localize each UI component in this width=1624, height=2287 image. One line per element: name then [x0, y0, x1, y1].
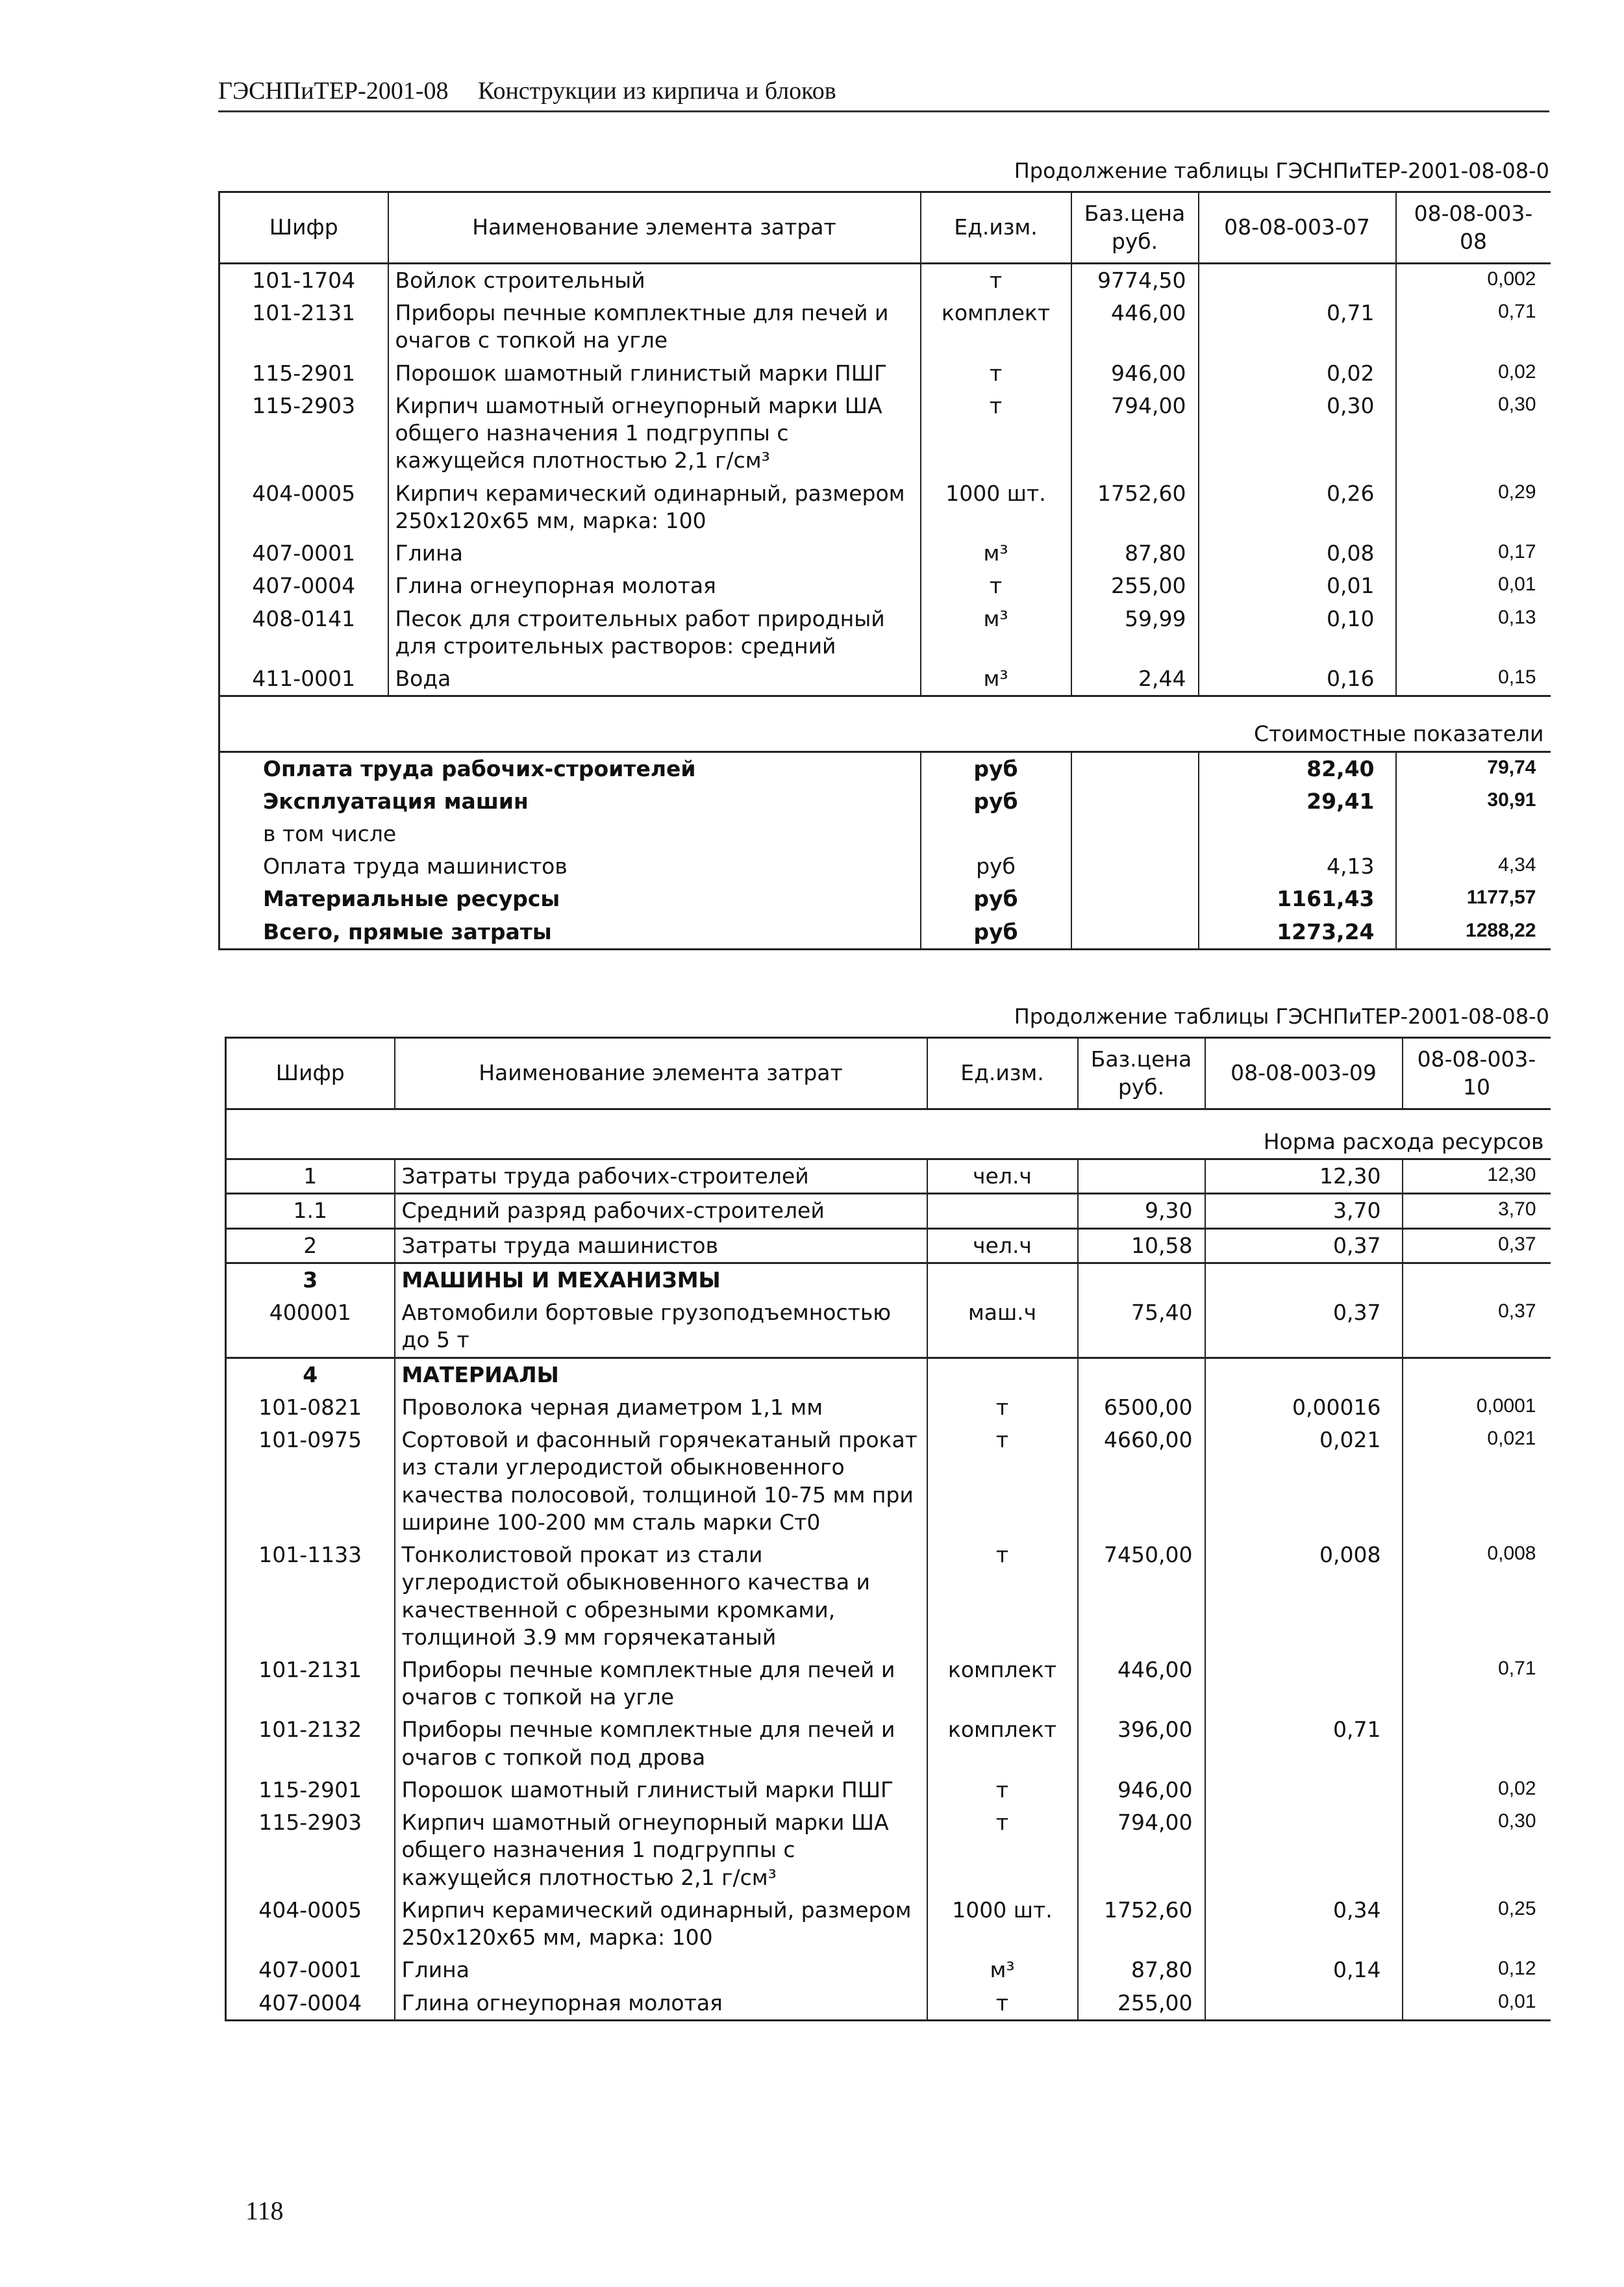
table2 [225, 1037, 1551, 2021]
table-row [219, 603, 1551, 663]
col-price: Баз.цена руб. [1078, 1038, 1205, 1109]
cell-unit: чел.ч [927, 1228, 1078, 1263]
summary-value-2 [1396, 818, 1551, 850]
cell-norm-1 [1205, 1358, 1403, 1391]
table-row [219, 390, 1551, 477]
cell-price: 946,00 [1078, 1774, 1205, 1806]
cell-norm-2: 0,30 [1498, 393, 1536, 415]
cell-norm-1: 0,71 [1199, 297, 1396, 357]
cell-unit: т [927, 1987, 1078, 2021]
cell-norm-1: 0,37 [1205, 1228, 1403, 1263]
cell-name: Автомобили бортовые грузоподъемностью до 5 т [395, 1296, 927, 1358]
summary-row [219, 818, 1551, 850]
cell-code: 101-1704 [219, 264, 388, 297]
header-title: Конструкции из кирпича и блоков [478, 77, 836, 105]
cell-code: 408-0141 [219, 603, 388, 663]
table1 [218, 191, 1551, 950]
cell-price [1078, 1358, 1205, 1391]
cell-norm-2: 0,25 [1498, 1897, 1536, 1919]
cell-name: Глина [388, 537, 921, 570]
summary-empty [1071, 785, 1199, 818]
summary-value-1 [1199, 818, 1396, 850]
cell-norm-1 [1205, 1774, 1403, 1806]
table-row [219, 537, 1551, 570]
col-code: Шифр [226, 1038, 395, 1109]
table-row [226, 1391, 1551, 1424]
table-row [226, 1424, 1551, 1539]
norm-heading-row [226, 1109, 1551, 1159]
header-code: ГЭСНПиТЕР-2001-08 [218, 77, 449, 105]
summary-row [219, 850, 1551, 883]
cell-name: Средний разряд рабочих-строителей [395, 1194, 927, 1228]
cell-norm-1: 0,00016 [1205, 1391, 1403, 1424]
cell-unit: 1000 шт. [921, 477, 1071, 537]
cell-unit: маш.ч [927, 1296, 1078, 1358]
cell-norm-2: 12,30 [1487, 1164, 1536, 1186]
cell-norm-2 [1403, 1263, 1551, 1296]
cell-price: 9774,50 [1071, 264, 1199, 297]
cell-norm-1 [1205, 1987, 1403, 2021]
cell-unit: т [921, 357, 1071, 390]
cell-norm-2: 0,0001 [1476, 1395, 1536, 1417]
table-row [219, 264, 1551, 297]
cell-norm-1: 0,08 [1199, 537, 1396, 570]
summary-value-1: 29,41 [1199, 785, 1396, 818]
cell-norm-2: 0,01 [1403, 1987, 1551, 2021]
cell-unit: комплект [921, 297, 1071, 357]
col-price: Баз.цена руб. [1071, 192, 1199, 264]
cell-code: 101-0821 [226, 1391, 395, 1424]
cell-norm-1: 0,26 [1199, 477, 1396, 537]
summary-value-2: 1177,57 [1466, 887, 1536, 909]
cell-unit: т [921, 390, 1071, 477]
table-row [226, 1263, 1551, 1296]
cell-name: Затраты труда рабочих-строителей [395, 1159, 927, 1194]
cell-norm-1: 0,008 [1205, 1539, 1403, 1654]
summary-value-2: 1288,22 [1396, 916, 1551, 950]
summary-empty [1071, 916, 1199, 950]
cell-norm-2: 0,008 [1487, 1543, 1536, 1565]
cell-unit: м³ [921, 603, 1071, 663]
cell-price: 255,00 [1071, 570, 1199, 602]
summary-value-2: 79,74 [1487, 756, 1536, 778]
cell-price: 1752,60 [1078, 1894, 1205, 1954]
table-row [219, 477, 1551, 537]
cell-code: 407-0001 [226, 1954, 395, 1986]
summary-label: Эксплуатация машин [219, 785, 921, 818]
summary-value-1: 82,40 [1199, 752, 1396, 785]
col-name: Наименование элемента затрат [395, 1038, 927, 1109]
table-row [219, 297, 1551, 357]
summary-value-2: 30,91 [1487, 789, 1536, 811]
col-norm-1: 08-08-003-09 [1205, 1038, 1403, 1109]
cell-price: 9,30 [1078, 1194, 1205, 1228]
table-row [226, 1539, 1551, 1654]
cell-name: Кирпич керамический одинарный, размером 250х120х65 мм, марка: 100 [395, 1894, 927, 1954]
cell-norm-2: 0,021 [1487, 1428, 1536, 1450]
cell-code: 404-0005 [226, 1894, 395, 1954]
cell-unit: т [927, 1774, 1078, 1806]
cell-code: 3 [226, 1263, 395, 1296]
summary-unit: руб [921, 850, 1071, 883]
table-row [226, 1358, 1551, 1391]
page-header [218, 77, 1549, 112]
col-name: Наименование элемента затрат [388, 192, 921, 264]
cell-unit [927, 1194, 1078, 1228]
summary-label: Оплата труда машинистов [219, 850, 921, 883]
cell-name: Приборы печные комплектные для печей и очагов с топкой на угле [395, 1654, 927, 1713]
cost-heading-row [219, 696, 1551, 752]
cell-price: 7450,00 [1078, 1539, 1205, 1654]
cell-price: 396,00 [1078, 1713, 1205, 1773]
cell-norm-1: 3,70 [1205, 1194, 1403, 1228]
cell-code: 407-0004 [226, 1987, 395, 2021]
cell-norm-1: 0,16 [1199, 663, 1396, 696]
cell-norm-1: 0,34 [1205, 1894, 1403, 1954]
cell-norm-2: 3,70 [1403, 1194, 1551, 1228]
cell-code: 115-2903 [226, 1806, 395, 1894]
cell-price: 75,40 [1078, 1296, 1205, 1358]
table-row [226, 1987, 1551, 2021]
summary-empty [1071, 752, 1199, 785]
summary-empty [1071, 818, 1199, 850]
cell-name: Песок для строительных работ природный для строительных растворов: средний [388, 603, 921, 663]
cell-code: 115-2903 [219, 390, 388, 477]
table-row [226, 1228, 1551, 1263]
cell-name: Вода [388, 663, 921, 696]
col-unit: Ед.изм. [921, 192, 1071, 264]
cell-price: 10,58 [1078, 1228, 1205, 1263]
cell-price [1078, 1263, 1205, 1296]
cell-name: Порошок шамотный глинистый марки ПШГ [388, 357, 921, 390]
cell-norm-2: 0,37 [1498, 1300, 1536, 1322]
cell-price [1078, 1159, 1205, 1194]
table-row [219, 663, 1551, 696]
cell-norm-2: 0,29 [1498, 481, 1536, 503]
table-row [226, 1654, 1551, 1713]
cell-norm-1 [1205, 1806, 1403, 1894]
cell-code: 400001 [226, 1296, 395, 1358]
cell-name: Глина [395, 1954, 927, 1986]
table-row [226, 1954, 1551, 1986]
cell-name: Кирпич шамотный огнеупорный марки ША общего назначения 1 подгруппы с кажущейся плотностью 2,1 г/см³ [388, 390, 921, 477]
summary-unit: руб [921, 785, 1071, 818]
col-norm-1: 08-08-003-07 [1199, 192, 1396, 264]
summary-unit [921, 818, 1071, 850]
cell-unit: т [921, 570, 1071, 602]
cost-heading: Стоимостные показатели [219, 696, 1551, 752]
cell-name: Приборы печные комплектные для печей и очагов с топкой под дрова [395, 1713, 927, 1773]
cell-unit: т [927, 1539, 1078, 1654]
cell-price: 6500,00 [1078, 1391, 1205, 1424]
cell-name: Глина огнеупорная молотая [388, 570, 921, 602]
cell-unit: комплект [927, 1713, 1078, 1773]
cell-norm-2: 0,02 [1498, 360, 1536, 383]
cell-price: 794,00 [1078, 1806, 1205, 1894]
table-row [226, 1159, 1551, 1194]
col-code: Шифр [219, 192, 388, 264]
table-row [226, 1806, 1551, 1894]
cell-code: 407-0004 [219, 570, 388, 602]
cell-price: 446,00 [1078, 1654, 1205, 1713]
cell-price: 59,99 [1071, 603, 1199, 663]
cell-norm-2: 0,13 [1498, 606, 1536, 628]
cell-unit: чел.ч [927, 1159, 1078, 1194]
cell-norm-2: 0,71 [1498, 301, 1536, 323]
cell-name: МАТЕРИАЛЫ [395, 1358, 927, 1391]
cell-name: Порошок шамотный глинистый марки ПШГ [395, 1774, 927, 1806]
cell-price: 87,80 [1071, 537, 1199, 570]
cell-name: Тонколистовой прокат из стали углеродистой обыкновенного качества и качественной с обрезными кромками, толщиной 3.9 мм горячекатаный [395, 1539, 927, 1654]
cell-price: 446,00 [1071, 297, 1199, 357]
summary-row [219, 785, 1551, 818]
page-number: 118 [245, 2196, 284, 2225]
cell-code: 101-1133 [226, 1539, 395, 1654]
summary-unit: руб [921, 916, 1071, 950]
cell-name: Войлок строительный [388, 264, 921, 297]
cell-name: Затраты труда машинистов [395, 1228, 927, 1263]
table-row [219, 357, 1551, 390]
cell-code: 115-2901 [226, 1774, 395, 1806]
cell-unit: т [927, 1424, 1078, 1539]
summary-empty [1071, 850, 1199, 883]
cell-norm-2 [1403, 1358, 1551, 1391]
summary-empty [1071, 883, 1199, 915]
cell-norm-2: 0,01 [1498, 574, 1536, 596]
cell-price: 4660,00 [1078, 1424, 1205, 1539]
summary-unit: руб [921, 752, 1071, 785]
cell-unit: комплект [927, 1654, 1078, 1713]
cell-norm-2 [1403, 1713, 1551, 1773]
table1-caption: Продолжение таблицы ГЭСНПиТЕР-2001-08-08-0 [1014, 158, 1549, 183]
cell-norm-1: 0,01 [1199, 570, 1396, 602]
cell-norm-1: 0,30 [1199, 390, 1396, 477]
table-row [226, 1774, 1551, 1806]
cell-unit: т [927, 1391, 1078, 1424]
cell-norm-1: 0,10 [1199, 603, 1396, 663]
cell-unit: м³ [921, 537, 1071, 570]
summary-value-1: 1161,43 [1199, 883, 1396, 915]
cell-unit: м³ [927, 1954, 1078, 1986]
cell-code: 4 [226, 1358, 395, 1391]
cell-code: 101-2131 [226, 1654, 395, 1713]
cell-name: Кирпич шамотный огнеупорный марки ША общего назначения 1 подгруппы с кажущейся плотностью 2,1 г/см³ [395, 1806, 927, 1894]
summary-row [219, 752, 1551, 785]
cell-unit [927, 1358, 1078, 1391]
cell-norm-1 [1199, 264, 1396, 297]
cell-norm-2: 0,15 [1396, 663, 1551, 696]
cell-norm-1: 0,02 [1199, 357, 1396, 390]
cell-name: МАШИНЫ И МЕХАНИЗМЫ [395, 1263, 927, 1296]
cell-code: 1.1 [226, 1194, 395, 1228]
cell-code: 407-0001 [219, 537, 388, 570]
summary-label: в том числе [219, 818, 921, 850]
cell-unit [927, 1263, 1078, 1296]
cell-code: 1 [226, 1159, 395, 1194]
summary-value-1: 1273,24 [1199, 916, 1396, 950]
table-row [226, 1894, 1551, 1954]
cell-code: 101-2132 [226, 1713, 395, 1773]
summary-unit: руб [921, 883, 1071, 915]
cell-code: 411-0001 [219, 663, 388, 696]
cell-price: 1752,60 [1071, 477, 1199, 537]
cell-norm-2: 0,37 [1403, 1228, 1551, 1263]
cell-price: 946,00 [1071, 357, 1199, 390]
cell-norm-2: 0,02 [1498, 1777, 1536, 1799]
cell-name: Глина огнеупорная молотая [395, 1987, 927, 2021]
cell-norm-1: 0,14 [1205, 1954, 1403, 1986]
table-row [226, 1713, 1551, 1773]
table-row [226, 1194, 1551, 1228]
cell-name: Сортовой и фасонный горячекатаный прокат из стали углеродистой обыкновенного качества полосовой, толщиной 10-75 мм при ширине 100-200 мм сталь марки Ст0 [395, 1424, 927, 1539]
cell-price: 2,44 [1071, 663, 1199, 696]
cell-norm-2: 0,002 [1487, 268, 1536, 290]
cell-norm-1 [1205, 1654, 1403, 1713]
cell-code: 404-0005 [219, 477, 388, 537]
cell-name: Проволока черная диаметром 1,1 мм [395, 1391, 927, 1424]
col-norm-2: 08-08-003-10 [1403, 1038, 1551, 1109]
cell-unit: т [921, 264, 1071, 297]
cell-unit: 1000 шт. [927, 1894, 1078, 1954]
cell-unit: м³ [921, 663, 1071, 696]
cell-code: 2 [226, 1228, 395, 1263]
summary-value-2: 4,34 [1498, 854, 1536, 876]
cell-name: Кирпич керамический одинарный, размером 250х120х65 мм, марка: 100 [388, 477, 921, 537]
cell-unit: т [927, 1806, 1078, 1894]
cell-price: 87,80 [1078, 1954, 1205, 1986]
cell-name: Приборы печные комплектные для печей и очагов с топкой на угле [388, 297, 921, 357]
col-norm-2: 08-08-003-08 [1396, 192, 1551, 264]
cell-norm-1: 0,37 [1205, 1296, 1403, 1358]
cell-price: 794,00 [1071, 390, 1199, 477]
col-unit: Ед.изм. [927, 1038, 1078, 1109]
summary-label: Материальные ресурсы [219, 883, 921, 915]
table2-caption: Продолжение таблицы ГЭСНПиТЕР-2001-08-08-0 [1014, 1004, 1549, 1029]
cell-code: 115-2901 [219, 357, 388, 390]
cell-price: 255,00 [1078, 1987, 1205, 2021]
cell-norm-2: 0,30 [1498, 1810, 1536, 1832]
cell-norm-1 [1205, 1263, 1403, 1296]
summary-row [219, 883, 1551, 915]
summary-row [219, 916, 1551, 950]
summary-label: Оплата труда рабочих-строителей [219, 752, 921, 785]
summary-label: Всего, прямые затраты [219, 916, 921, 950]
cell-norm-1: 12,30 [1205, 1159, 1403, 1194]
cell-norm-1: 0,021 [1205, 1424, 1403, 1539]
cell-code: 101-0975 [226, 1424, 395, 1539]
cell-code: 101-2131 [219, 297, 388, 357]
cell-norm-2: 0,17 [1498, 541, 1536, 563]
cell-norm-2: 0,12 [1498, 1958, 1536, 1980]
cell-norm-2: 0,71 [1498, 1657, 1536, 1679]
norm-heading: Норма расхода ресурсов [226, 1109, 1551, 1159]
table-row [219, 570, 1551, 602]
summary-value-1: 4,13 [1199, 850, 1396, 883]
cell-norm-1: 0,71 [1205, 1713, 1403, 1773]
table-row [226, 1296, 1551, 1358]
